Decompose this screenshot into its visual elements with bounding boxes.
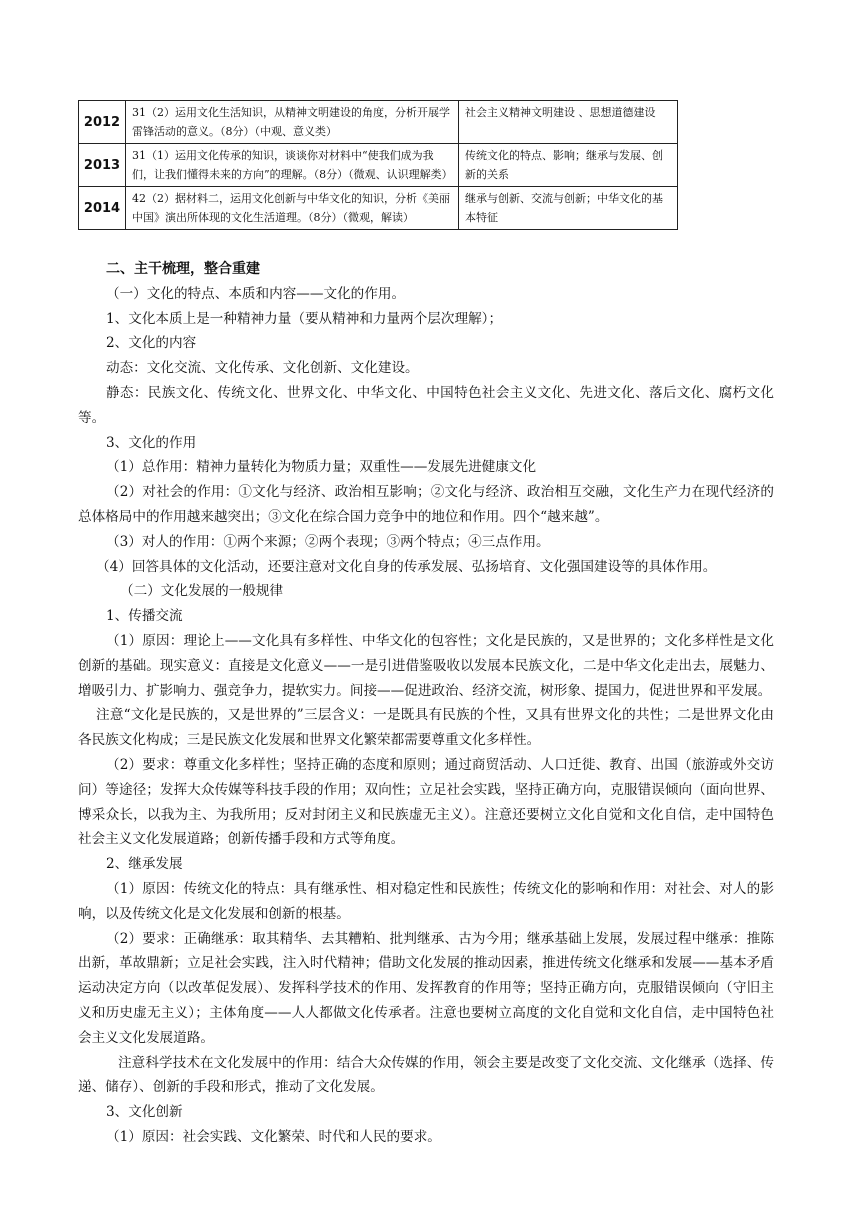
paragraph: （4）回答具体的文化活动，还要注意对文化自身的传承发展、弘扬培育、文化强国建设等的具体作用。 xyxy=(96,558,717,575)
paragraph: （2）要求：尊重文化多样性；坚持正确的态度和原则；通过商贸活动、人口迁徙、教育、出国（旅游或外交访问）等途径；发挥大众传媒等科技手段的作用；双向性；立足社会实践，坚持正确方向，克服错误倾向（面向世界、博采众长，以我为主、为我所用；反对封闭主义和民族虚无主义）。注意还要树立文化自觉和文化自信，走中国特色社会主义文化发展道路；创新传播手段和方式等角度。 xyxy=(78,756,774,848)
paragraph: （2）要求：正确继承：取其精华、去其糟粕、批判继承、古为今用；继承基础上发展，发展过程中继承：推陈出新，革故鼎新；立足社会实践，注入时代精神；借助文化发展的推动因素，推进传统文化继承和发展——基本矛盾运动决定方向（以改革促发展）、发挥科学技术的作用、发挥教育的作用等；坚持正确方向，克服错误倾向（守旧主义和历史虚无主义）；主体角度——人人都做文化传承者。注意也要树立高度的文化自觉和文化自信，走中国特色社会主义文化发展道路。 xyxy=(78,930,774,1046)
paragraph: 动态：文化交流、文化传承、文化创新、文化建设。 xyxy=(106,360,419,377)
table-row xyxy=(79,101,678,144)
question-cell: 31（1）运用文化传承的知识，谈谈你对材料中“使我们成为我们，让我们懂得未来的方向”的理解。（8分）（微观、认识理解类） xyxy=(126,144,459,187)
knowledge-points-cell: 社会主义精神文明建设 、思想道德建设 xyxy=(459,101,678,144)
year-cell: 2013 xyxy=(79,144,126,187)
question-cell: 42（2）据材料二，运用文化创新与中华文化的知识，分析《美丽中国》演出所体现的文化生活道理。（8分）（微观，解读） xyxy=(126,187,459,230)
paragraph: （1）原因：社会实践、文化繁荣、时代和人民的要求。 xyxy=(106,1128,441,1145)
table-row xyxy=(79,187,678,230)
paragraph: 1、传播交流 xyxy=(106,608,183,625)
paragraph: 静态：民族文化、传统文化、世界文化、中华文化、中国特色社会主义文化、先进文化、落后文化、腐朽文化等。 xyxy=(78,384,774,426)
section-heading: 二、主干梳理，整合重建 xyxy=(106,261,260,277)
table-row xyxy=(79,144,678,187)
paragraph: （1）原因：理论上——文化具有多样性、中华文化的包容性；文化是民族的，又是世界的；文化多样性是文化创新的基础。现实意义：直接是文化意义——一是引进借鉴吸收以发展本民族文化，二是中华文化走出去，展魅力、增吸引力、扩影响力、强竞争力，提软实力。间接——促进政治、经济交流，树形象、提国力，促进世界和平发展。 xyxy=(78,632,774,699)
paragraph: 2、继承发展 xyxy=(106,856,183,873)
paragraph: 2、文化的内容 xyxy=(106,335,197,352)
paragraph: （1）总作用：精神力量转化为物质力量；双重性——发展先进健康文化 xyxy=(106,459,537,476)
knowledge-points-cell: 传统文化的特点、影响；继承与发展、创新的关系 xyxy=(459,144,678,187)
paragraph: 3、文化创新 xyxy=(106,1104,183,1121)
document-body xyxy=(78,257,774,1150)
knowledge-points-cell: 继承与创新、交流与创新；中华文化的基本特征 xyxy=(459,187,678,230)
year-cell: 2014 xyxy=(79,187,126,230)
subsection-heading: （二）文化发展的一般规律 xyxy=(120,583,284,600)
question-cell: 31（2）运用文化生活知识，从精神文明建设的角度，分析开展学雷锋活动的意义。（8分）（中观、意义类） xyxy=(126,101,459,144)
paragraph: 3、文化的作用 xyxy=(106,434,197,451)
paragraph: （3）对人的作用：①两个来源；②两个表现；③两个特点；④三点作用。 xyxy=(106,533,550,550)
paragraph: 1、文化本质上是一种精神力量（要从精神和力量两个层次理解）； xyxy=(106,310,503,327)
year-cell: 2012 xyxy=(79,101,126,144)
exam-question-table xyxy=(78,100,678,230)
subsection-heading: （一）文化的特点、本质和内容——文化的作用。 xyxy=(106,285,406,302)
paragraph: 注意科学技术在文化发展中的作用：结合大众传媒的作用，领会主要是改变了文化交流、文化继承（选择、传递、储存）、创新的手段和形式，推动了文化发展。 xyxy=(78,1054,774,1096)
paragraph: （1）原因：传统文化的特点：具有继承性、相对稳定性和民族性；传统文化的影响和作用：对社会、对人的影响，以及传统文化是文化发展和创新的根基。 xyxy=(78,880,774,922)
paragraph: （2）对社会的作用：①文化与经济、政治相互影响；②文化与经济、政治相互交融，文化生产力在现代经济的总体格局中的作用越来越突出；③文化在综合国力竞争中的地位和作用。四个“越来越”。 xyxy=(78,484,774,525)
paragraph: 注意“文化是民族的，又是世界的”三层含义：一是既具有民族的个性，又具有世界文化的共性；二是世界文化由各民族文化构成；三是民族文化发展和世界文化繁荣都需要尊重文化多样性。 xyxy=(78,707,774,749)
